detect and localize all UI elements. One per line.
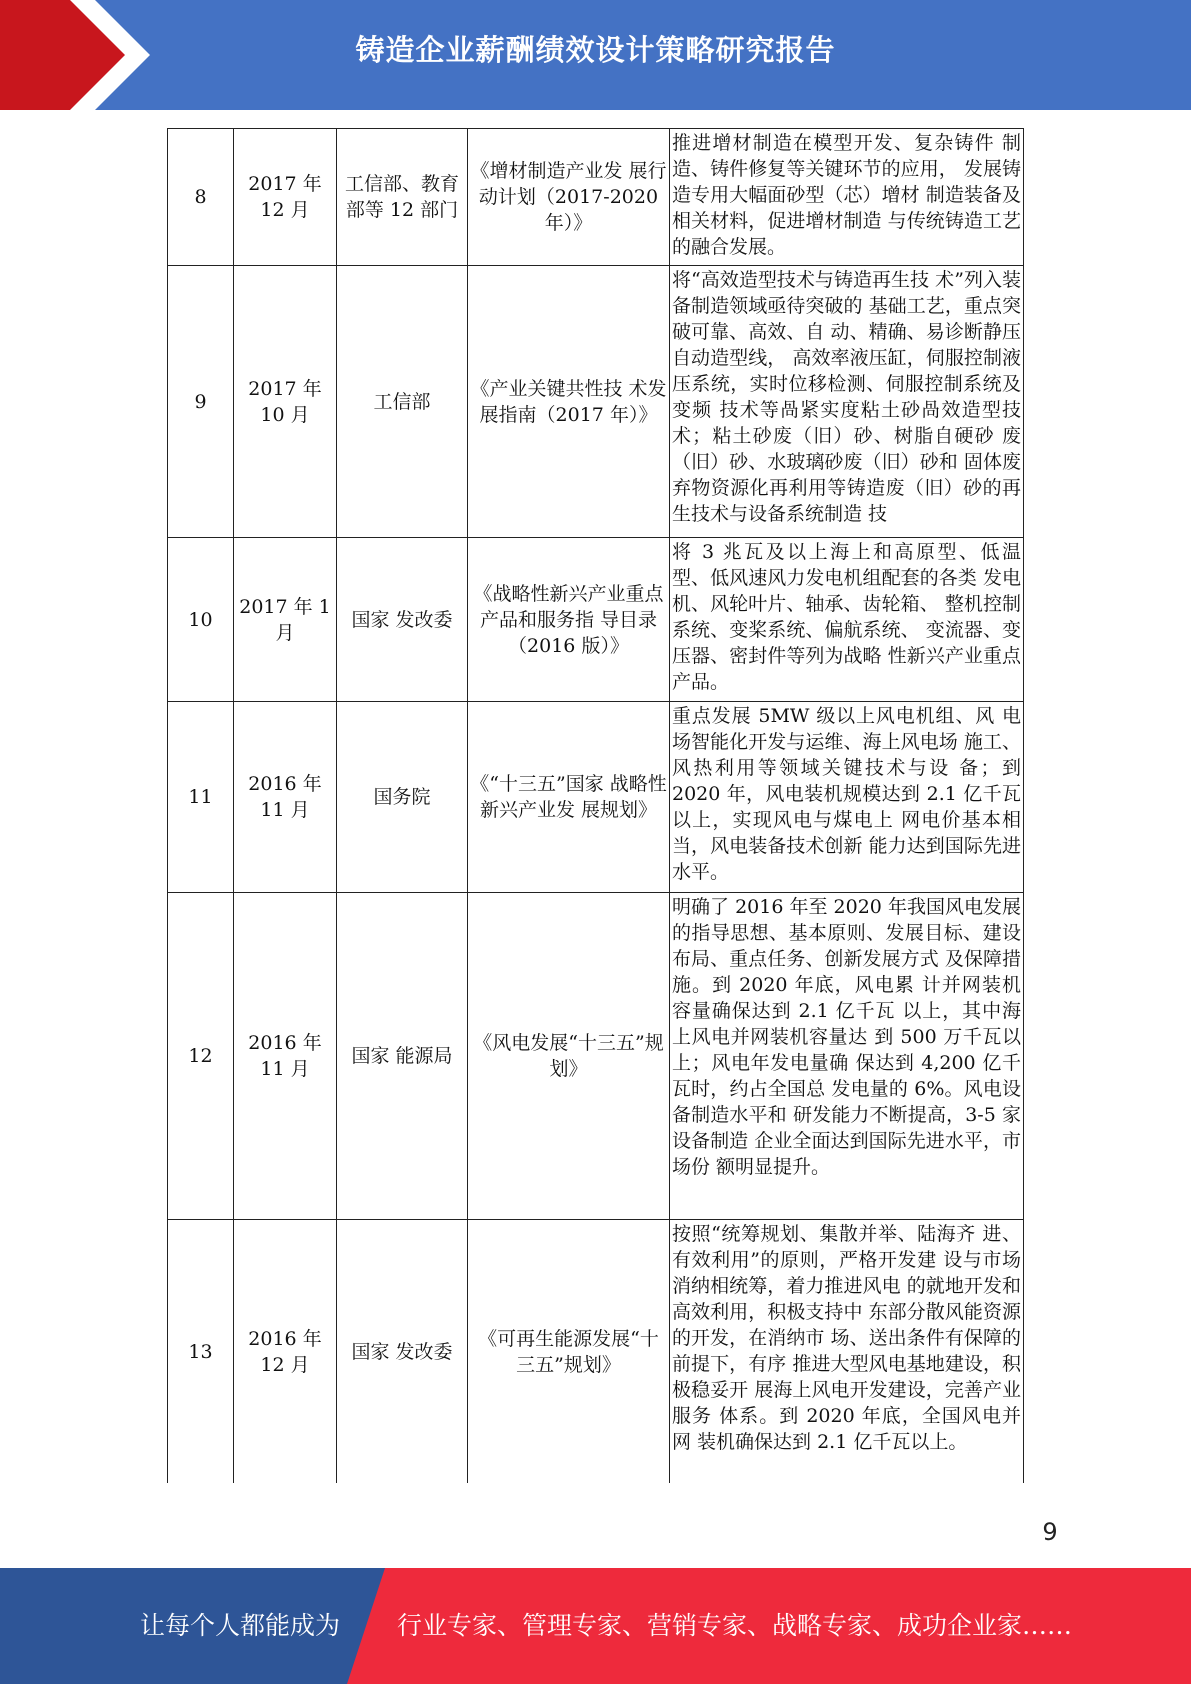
row-document: 《战略性新兴产业重点产品和服务指 导目录（2016 版）》 (468, 538, 670, 702)
row-number: 11 (168, 702, 234, 893)
row-document: 《风电发展“十三五”规划》 (468, 893, 670, 1220)
row-department: 国家 发改委 (337, 538, 468, 702)
row-department: 工信部 (337, 266, 468, 538)
row-document: 《可再生能源发展“十三五”规划》 (468, 1220, 670, 1484)
row-description: 将“高效造型技术与铸造再生技 术”列入装备制造领域亟待突破的 基础工艺，重点突破可靠、高效、自 动、精确、易诊断静压自动造型线， 高效率液压缸，伺服控制液压系统，实时位移检测、伺服控制系统及变频 技术等咼紧实度粘土砂咼效造型技 术；粘土砂废（旧）砂、树脂自硬砂 废（旧）砂、水玻璃砂废（旧）砂和 固体废弃物资源化再利用等铸造废（旧）砂的再生技术与设备系统制造 技 (670, 266, 1024, 538)
row-number: 9 (168, 266, 234, 538)
report-title: 铸造企业薪酬绩效设计策略研究报告 (355, 33, 836, 67)
row-number: 8 (168, 129, 234, 266)
row-number: 13 (168, 1220, 234, 1484)
row-description: 将 3 兆瓦及以上海上和高原型、低温 型、低风速风力发电机组配套的各类 发电机、风轮叶片、轴承、齿轮箱、 整机控制系统、变桨系统、偏航系统、 变流器、变压器、密封件等列为战略 性新兴产业重点产品。 (670, 538, 1024, 702)
row-date: 2016 年 12 月 (234, 1220, 337, 1484)
row-description: 推进增材制造在模型开发、复杂铸件 制造、铸件修复等关键环节的应用， 发展铸造专用大幅面砂型（芯）增材 制造装备及相关材料，促进增材制造 与传统铸造工艺的融合发展。 (670, 129, 1024, 266)
row-description: 重点发展 5MW 级以上风电机组、风 电场智能化开发与运维、海上风电场 施工、风热利用等领域关键技术与设 备；到 2020 年，风电装机规模达到 2.1 亿千瓦以上，实现风电与煤电上 网电价基本相当，风电装备技术创新 能力达到国际先进水平。 (670, 702, 1024, 893)
row-department: 国务院 (337, 702, 468, 893)
row-department: 国家 发改委 (337, 1220, 468, 1484)
row-description: 明确了 2016 年至 2020 年我国风电发展的指导思想、基本原则、发展目标、建设布局、重点任务、创新发展方式 及保障措施。到 2020 年底，风电累 计并网装机容量确保达到 2.1 亿千瓦 以上，其中海上风电并网装机容量达 到 500 万千瓦以上；风电年发电量确 保达到 4,200 亿千瓦时，约占全国总 发电量的 6%。风电设备制造水平和 研发能力不断提高，3-5 家设备制造 企业全面达到国际先进水平，市场份 额明显提升。 (670, 893, 1024, 1220)
row-department: 国家 能源局 (337, 893, 468, 1220)
footer-slogan-right: 行业专家、管理专家、营销专家、战略专家、成功企业家…… (397, 1611, 1073, 1640)
page-footer (0, 1568, 1191, 1684)
row-date: 2017 年 1 月 (234, 538, 337, 702)
footer-slogan-left: 让每个人都能成为 (140, 1611, 341, 1640)
row-document: 《“十三五”国家 战略性新兴产业发 展规划》 (468, 702, 670, 893)
table-row (168, 702, 1024, 893)
row-department: 工信部、教育部等 12 部门 (337, 129, 468, 266)
row-date: 2017 年 12 月 (234, 129, 337, 266)
table-row (168, 538, 1024, 702)
row-date: 2016 年 11 月 (234, 893, 337, 1220)
table-row (168, 1220, 1024, 1484)
row-document: 《产业关键共性技 术发展指南（2017 年）》 (468, 266, 670, 538)
row-date: 2016 年 11 月 (234, 702, 337, 893)
page-header (0, 0, 1191, 110)
page-number: 9 (1042, 1518, 1058, 1546)
policy-table-wrapper (167, 128, 1024, 1483)
table-row (168, 266, 1024, 538)
row-date: 2017 年 10 月 (234, 266, 337, 538)
row-document: 《增材制造产业发 展行动计划（2017-2020 年）》 (468, 129, 670, 266)
row-number: 12 (168, 893, 234, 1220)
row-description: 按照“统筹规划、集散并举、陆海齐 进、有效利用”的原则，严格开发建 设与市场消纳相统筹，着力推进风电 的就地开发和高效利用，积极支持中 东部分散风能资源的开发，在消纳市 场、送出条件有保障的前提下，有序 推进大型风电基地建设，积极稳妥开 展海上风电开发建设，完善产业服务 体系。到 2020 年底，全国风电并网 装机确保达到 2.1 亿千瓦以上。 (670, 1220, 1024, 1484)
table-row (168, 893, 1024, 1220)
policy-table (167, 128, 1024, 1483)
table-row (168, 129, 1024, 266)
row-number: 10 (168, 538, 234, 702)
